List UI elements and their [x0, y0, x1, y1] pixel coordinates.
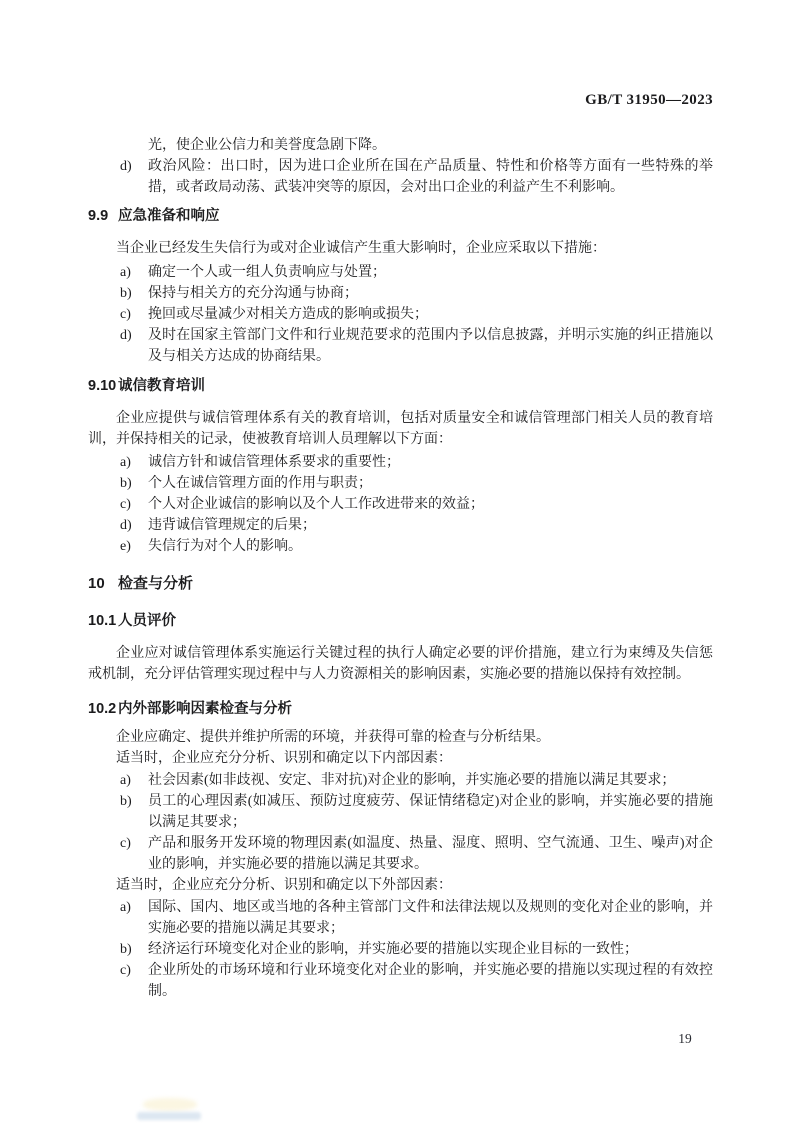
item-text: 个人对企业诚信的影响以及个人工作改进带来的效益；: [148, 497, 484, 512]
section-number: 10.1: [88, 613, 117, 629]
item-text: 失信行为对个人的影响。: [148, 539, 302, 554]
item-text: 确定一个人或一组人负责响应与处置；: [148, 265, 386, 280]
section-number: 10.2: [88, 701, 117, 717]
list-item: [88, 452, 713, 473]
list-item: [88, 960, 713, 1002]
item-text: 社会因素(如非歧视、安定、非对抗)对企业的影响，并实施必要的措施以满足其要求；: [148, 773, 676, 788]
item-label: c): [120, 307, 131, 322]
item-label: b): [120, 476, 132, 491]
section-10-2-para2: 适当时，企业应充分分析、识别和确定以下内部因素：: [116, 751, 452, 766]
item-text: 经济运行环境变化对企业的影响，并实施必要的措施以实现企业目标的一致性；: [148, 942, 638, 957]
scan-artifact-blue: [137, 1112, 201, 1120]
item-label: b): [120, 794, 132, 809]
chapter-number: 10: [88, 575, 105, 592]
item-label: a): [120, 900, 131, 915]
item-label: d): [120, 328, 132, 343]
page-content: [88, 0, 713, 1002]
item-text: 国际、国内、地区或当地的各种主管部门文件和法律法规以及规则的变化对企业的影响，并实施必要的措施以满足其要求；: [148, 900, 713, 936]
section-title: 应急准备和响应: [118, 208, 220, 224]
section-9-10-intro: 企业应提供与诚信管理体系有关的教育培训，包括对质量安全和诚信管理部门相关人员的教育培训，并保持相关的记录，使被教育培训人员理解以下方面：: [88, 411, 713, 447]
item-text: 保持与相关方的充分沟通与协商；: [148, 286, 358, 301]
item-label: d): [120, 518, 132, 533]
section-number: 9.9: [88, 208, 109, 224]
item-text: 产品和服务开发环境的物理因素(如温度、热量、湿度、照明、空气流通、卫生、噪声)对企业的影响，并实施必要的措施以满足其要求。: [148, 836, 713, 872]
list-item: [88, 304, 713, 325]
section-10-2-heading: [88, 699, 713, 720]
list-item: [88, 494, 713, 515]
list-item: [88, 833, 713, 875]
list-item: [88, 939, 713, 960]
list-item: [88, 325, 713, 367]
chapter-10-heading: [88, 573, 713, 594]
section-9-9-intro: 当企业已经发生失信行为或对企业诚信产生重大影响时，企业应采取以下措施：: [116, 241, 606, 256]
list-item: [88, 770, 713, 791]
chapter-title: 检查与分析: [118, 575, 194, 592]
section-title: 内外部影响因素检查与分析: [118, 701, 292, 717]
internal-factors-list: [88, 770, 713, 875]
item-text: 企业所处的市场环境和行业环境变化对企业的影响，并实施必要的措施以实现过程的有效控制。: [148, 963, 713, 999]
item-text: 违背诚信管理规定的后果；: [148, 518, 316, 533]
item-text: 诚信方针和诚信管理体系要求的重要性；: [148, 455, 400, 470]
section-9-10-heading: [88, 376, 713, 397]
item-text: 挽回或尽量减少对相关方造成的影响或损失；: [148, 307, 428, 322]
item-text: 员工的心理因素(如减压、预防过度疲劳、保证情绪稳定)对企业的影响，并实施必要的措施以满足其要求；: [148, 794, 713, 830]
section-9-9-heading: [88, 206, 713, 227]
list-item: [88, 897, 713, 939]
list-item: [88, 791, 713, 833]
item-label: a): [120, 773, 131, 788]
item-label: b): [120, 942, 132, 957]
section-9-10-list: [88, 452, 713, 557]
item-label: c): [120, 836, 131, 851]
item-label: a): [120, 265, 131, 280]
section-9-9-list: [88, 262, 713, 367]
item-label: b): [120, 286, 132, 301]
external-factors-list: [88, 897, 713, 1002]
item-label: d): [120, 159, 132, 174]
item-label: e): [120, 539, 131, 554]
section-number: 9.10: [88, 378, 117, 394]
list-item: [88, 262, 713, 283]
section-title: 人员评价: [118, 613, 176, 629]
item-text: 个人在诚信管理方面的作用与职责；: [148, 476, 372, 491]
section-10-1-body: 企业应对诚信管理体系实施运行关键过程的执行人确定必要的评价措施，建立行为束缚及失信惩戒机制，充分评估管理实现过程中与人力资源相关的影响因素，实施必要的措施以保持有效控制。: [88, 646, 713, 682]
section-title: 诚信教育培训: [118, 378, 205, 394]
carryover-list-item-d: [88, 156, 713, 198]
item-text: 政治风险：出口时，因为进口企业所在国在产品质量、特性和价格等方面有一些特殊的举措，或者政局动荡、武装冲突等的原因，会对出口企业的利益产生不利影响。: [148, 159, 713, 195]
list-item: [88, 536, 713, 557]
list-item: [88, 473, 713, 494]
item-text: 及时在国家主管部门文件和行业规范要求的范围内予以信息披露，并明示实施的纠正措施以及与相关方达成的协商结果。: [148, 328, 713, 364]
list-item: [88, 515, 713, 536]
section-10-2-para1: 企业应确定、提供并维护所需的环境，并获得可靠的检查与分析结果。: [116, 730, 550, 745]
section-10-1-heading: [88, 611, 713, 632]
item-label: c): [120, 963, 131, 978]
section-10-2-para3: 适当时，企业应充分分析、识别和确定以下外部因素：: [116, 878, 452, 893]
carryover-tail-line: 光，使企业公信力和美誉度急剧下降。: [148, 138, 386, 153]
list-item: [88, 283, 713, 304]
item-label: a): [120, 455, 131, 470]
item-label: c): [120, 497, 131, 512]
scan-artifact-yellow: [143, 1098, 197, 1111]
page-number: 19: [678, 1031, 692, 1046]
doc-code-header: GB/T 31950—2023: [585, 92, 713, 108]
